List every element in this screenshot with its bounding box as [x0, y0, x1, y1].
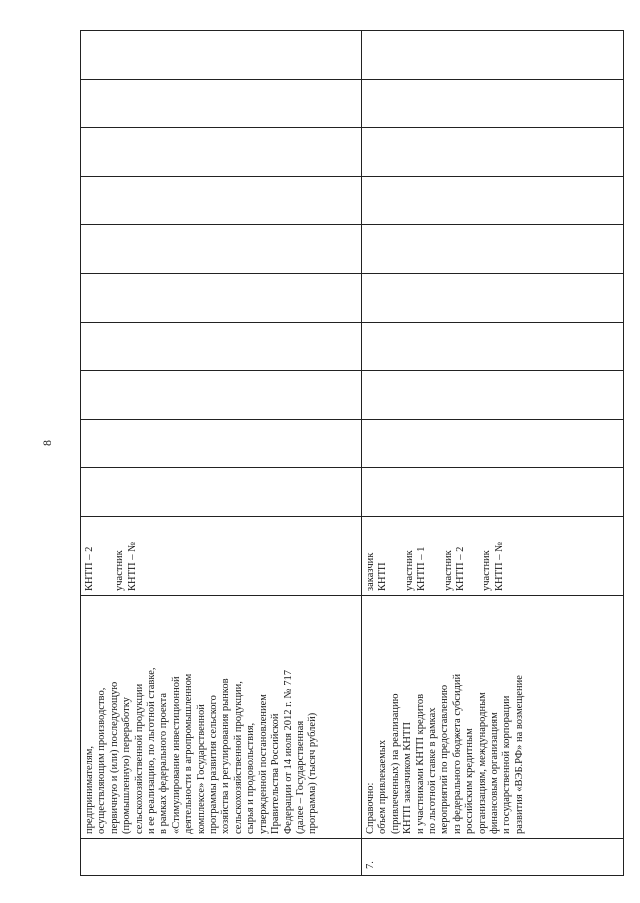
value-cell	[81, 419, 362, 468]
indicator-line: по льготной ставке в рамках	[427, 707, 439, 834]
value-cell	[362, 176, 624, 225]
value-cell	[81, 225, 362, 274]
indicator-line: и ее реализацию, по льготной ставке,	[146, 667, 158, 834]
indicator-line: развития «ВЭБ.РФ» на возмещение	[513, 675, 525, 834]
indicator-line: КНТП заказчиком КНТП	[402, 722, 414, 834]
value-cell	[81, 322, 362, 371]
value-cell	[362, 371, 624, 420]
indicators-table	[80, 30, 624, 876]
table-row	[362, 31, 624, 876]
indicator-line: сельскохозяйственной продукции	[133, 683, 145, 834]
responsible-entry: участник КНТП – 1	[403, 546, 428, 591]
indicator-line: деятельности в агропромышленном	[183, 673, 195, 834]
rotated-table-frame	[80, 30, 612, 876]
responsible-cell	[81, 517, 362, 596]
indicator-line: из федерального бюджета субсидий	[451, 673, 463, 834]
indicator-line: мероприятий по предоставлению	[439, 684, 451, 834]
indicator-text	[81, 596, 362, 839]
indicator-line: и государственной корпорации	[501, 695, 513, 834]
indicator-lines	[84, 600, 320, 834]
indicator-line: комплексе» Государственной	[195, 704, 207, 834]
indicator-line: и участниками КНТП кредитов	[414, 693, 426, 834]
indicator-line: первичную и (или) последующую	[108, 681, 120, 834]
page-number: 8	[40, 440, 54, 446]
value-cell	[81, 371, 362, 420]
indicator-line: Правительства Российской	[270, 713, 282, 834]
indicator-line: Справочно:	[365, 782, 376, 834]
responsible-entry: заказчик КНТП	[365, 552, 389, 591]
indicator-line: (привлеченных) на реализацию	[389, 693, 401, 834]
value-cell	[81, 128, 362, 177]
responsible-entry: участник КНТП – №	[114, 541, 138, 591]
indicator-text	[362, 596, 624, 839]
value-cell	[362, 31, 624, 80]
value-cell	[81, 31, 362, 80]
row-number	[81, 839, 362, 876]
value-cell	[81, 468, 362, 517]
value-cell	[362, 419, 624, 468]
responsible-entry: участник КНТП – 2	[442, 546, 467, 591]
responsible-entry: КНТП – 2	[84, 546, 95, 591]
responsible-cell	[362, 517, 624, 596]
indicator-line: российским кредитным	[464, 728, 476, 834]
responsible-entry: участник КНТП – №	[481, 541, 505, 591]
indicator-line: хозяйства и регулирования рынков	[220, 678, 232, 834]
value-cell	[81, 176, 362, 225]
value-cell	[362, 128, 624, 177]
table-row	[81, 31, 362, 876]
value-cell	[362, 322, 624, 371]
indicator-line: в рамках федерального проекта	[158, 692, 170, 834]
indicator-line: программа) (тысяч рублей)	[307, 712, 319, 834]
value-cell	[362, 225, 624, 274]
indicator-line: (далее – Государственная	[294, 720, 306, 834]
indicator-line: сырья и продовольствия,	[245, 722, 257, 834]
indicator-line: предпринимателям,	[84, 745, 95, 834]
indicator-line: Федерации от 14 июля 2012 г. № 717	[282, 670, 294, 834]
indicator-line: осуществляющим производство,	[96, 687, 108, 834]
indicator-line: организациям, международным	[476, 692, 488, 834]
indicator-line: финансовым организациям	[489, 712, 501, 834]
indicator-line: (промышленную) переработку	[121, 697, 133, 834]
indicator-line: утвержденной постановлением	[257, 694, 269, 834]
value-cell	[362, 274, 624, 323]
indicator-line: «Стимулирование инвестиционной	[170, 676, 182, 834]
indicator-line: сельскохозяйственной продукции,	[232, 681, 244, 834]
value-cell	[81, 79, 362, 128]
value-cell	[362, 79, 624, 128]
row-number: 7.	[362, 839, 624, 876]
value-cell	[81, 274, 362, 323]
indicator-lines	[365, 600, 526, 834]
indicator-line: программы развития сельского	[208, 695, 220, 834]
indicator-line: объем привлекаемых	[377, 739, 389, 834]
value-cell	[362, 468, 624, 517]
